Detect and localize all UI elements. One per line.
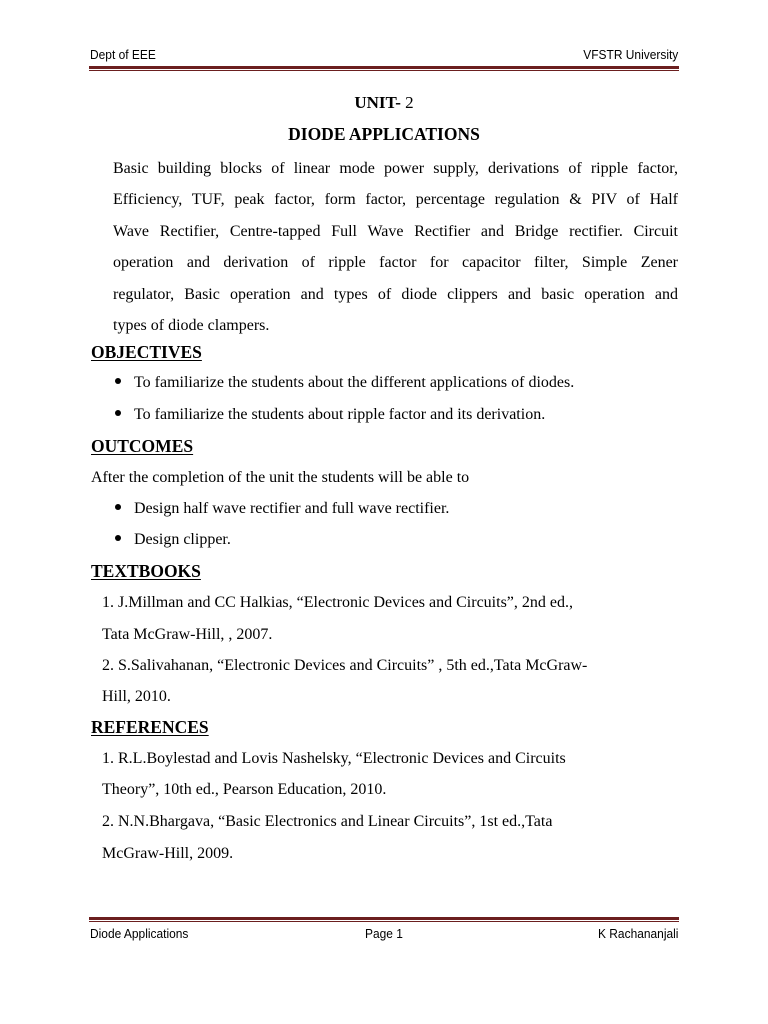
textbook-line: Hill, 2010. xyxy=(102,688,171,705)
outcomes-lead: After the completion of the unit the students will be able to xyxy=(91,469,470,486)
reference-line: 1. R.L.Boylestad and Lovis Nashelsky, “Electronic Devices and Circuits xyxy=(102,750,566,767)
bullet-icon xyxy=(115,410,121,416)
page-title: DIODE APPLICATIONS xyxy=(288,124,480,144)
intro-line: operation and derivation of ripple factor for capacitor filter, Simple Zener xyxy=(113,254,678,272)
header-department: Dept of EEE xyxy=(90,47,156,62)
textbook-line: 2. S.Salivahanan, “Electronic Devices and Circuits” , 5th ed.,Tata McGraw- xyxy=(102,657,588,674)
objective-item xyxy=(115,406,545,424)
outcome-text: Design half wave rectifier and full wave rectifier. xyxy=(134,500,450,517)
header-rule xyxy=(89,66,679,69)
bullet-icon xyxy=(115,504,121,510)
footer-rule xyxy=(89,917,679,920)
outcome-text: Design clipper. xyxy=(134,531,231,548)
references-heading: REFERENCES xyxy=(91,717,209,737)
unit-number: 2 xyxy=(400,93,414,112)
page-footer xyxy=(90,926,678,944)
intro-line: Wave Rectifier, Centre-tapped Full Wave Rectifier and Bridge rectifier. Circuit xyxy=(113,222,678,240)
reference-line: McGraw-Hill, 2009. xyxy=(102,845,234,862)
bullet-icon xyxy=(115,535,121,541)
page-header xyxy=(90,47,678,62)
intro-line: Basic building blocks of linear mode power supply, derivations of ripple factor, xyxy=(113,160,678,177)
intro-paragraph xyxy=(113,153,678,341)
outcomes-heading: OUTCOMES xyxy=(91,436,194,456)
footer-chapter: Diode Applications xyxy=(90,926,189,941)
footer-rule-thin xyxy=(89,921,679,922)
objective-text: To familiarize the students about ripple factor and its derivation. xyxy=(134,406,546,423)
objectives-heading: OBJECTIVES xyxy=(91,342,202,362)
textbooks-heading: TEXTBOOKS xyxy=(91,561,201,581)
bullet-icon xyxy=(115,378,121,384)
header-university: VFSTR University xyxy=(582,47,678,62)
outcome-item xyxy=(115,500,449,518)
intro-line: regulator, Basic operation and types of diode clippers and basic operation and xyxy=(113,285,678,303)
footer-author: K Rachananjali xyxy=(597,926,678,941)
objective-item xyxy=(115,374,574,392)
textbook-line: 1. J.Millman and CC Halkias, “Electronic Devices and Circuits”, 2nd ed., xyxy=(102,594,573,611)
intro-line: Efficiency, TUF, peak factor, form factor, percentage regulation & PIV of Half xyxy=(113,191,678,209)
intro-line: types of diode clampers. xyxy=(113,316,270,334)
footer-page-number: Page 1 xyxy=(365,926,403,941)
unit-label xyxy=(0,93,768,113)
reference-line: Theory”, 10th ed., Pearson Education, 2010. xyxy=(102,781,387,798)
header-rule-thin xyxy=(89,70,679,71)
objective-text: To familiarize the students about the different applications of diodes. xyxy=(134,374,575,391)
unit-prefix: UNIT- xyxy=(354,93,401,112)
outcome-item xyxy=(115,531,231,549)
textbook-line: Tata McGraw-Hill, , 2007. xyxy=(102,626,273,643)
reference-line: 2. N.N.Bhargava, “Basic Electronics and Linear Circuits”, 1st ed.,Tata xyxy=(102,813,553,830)
